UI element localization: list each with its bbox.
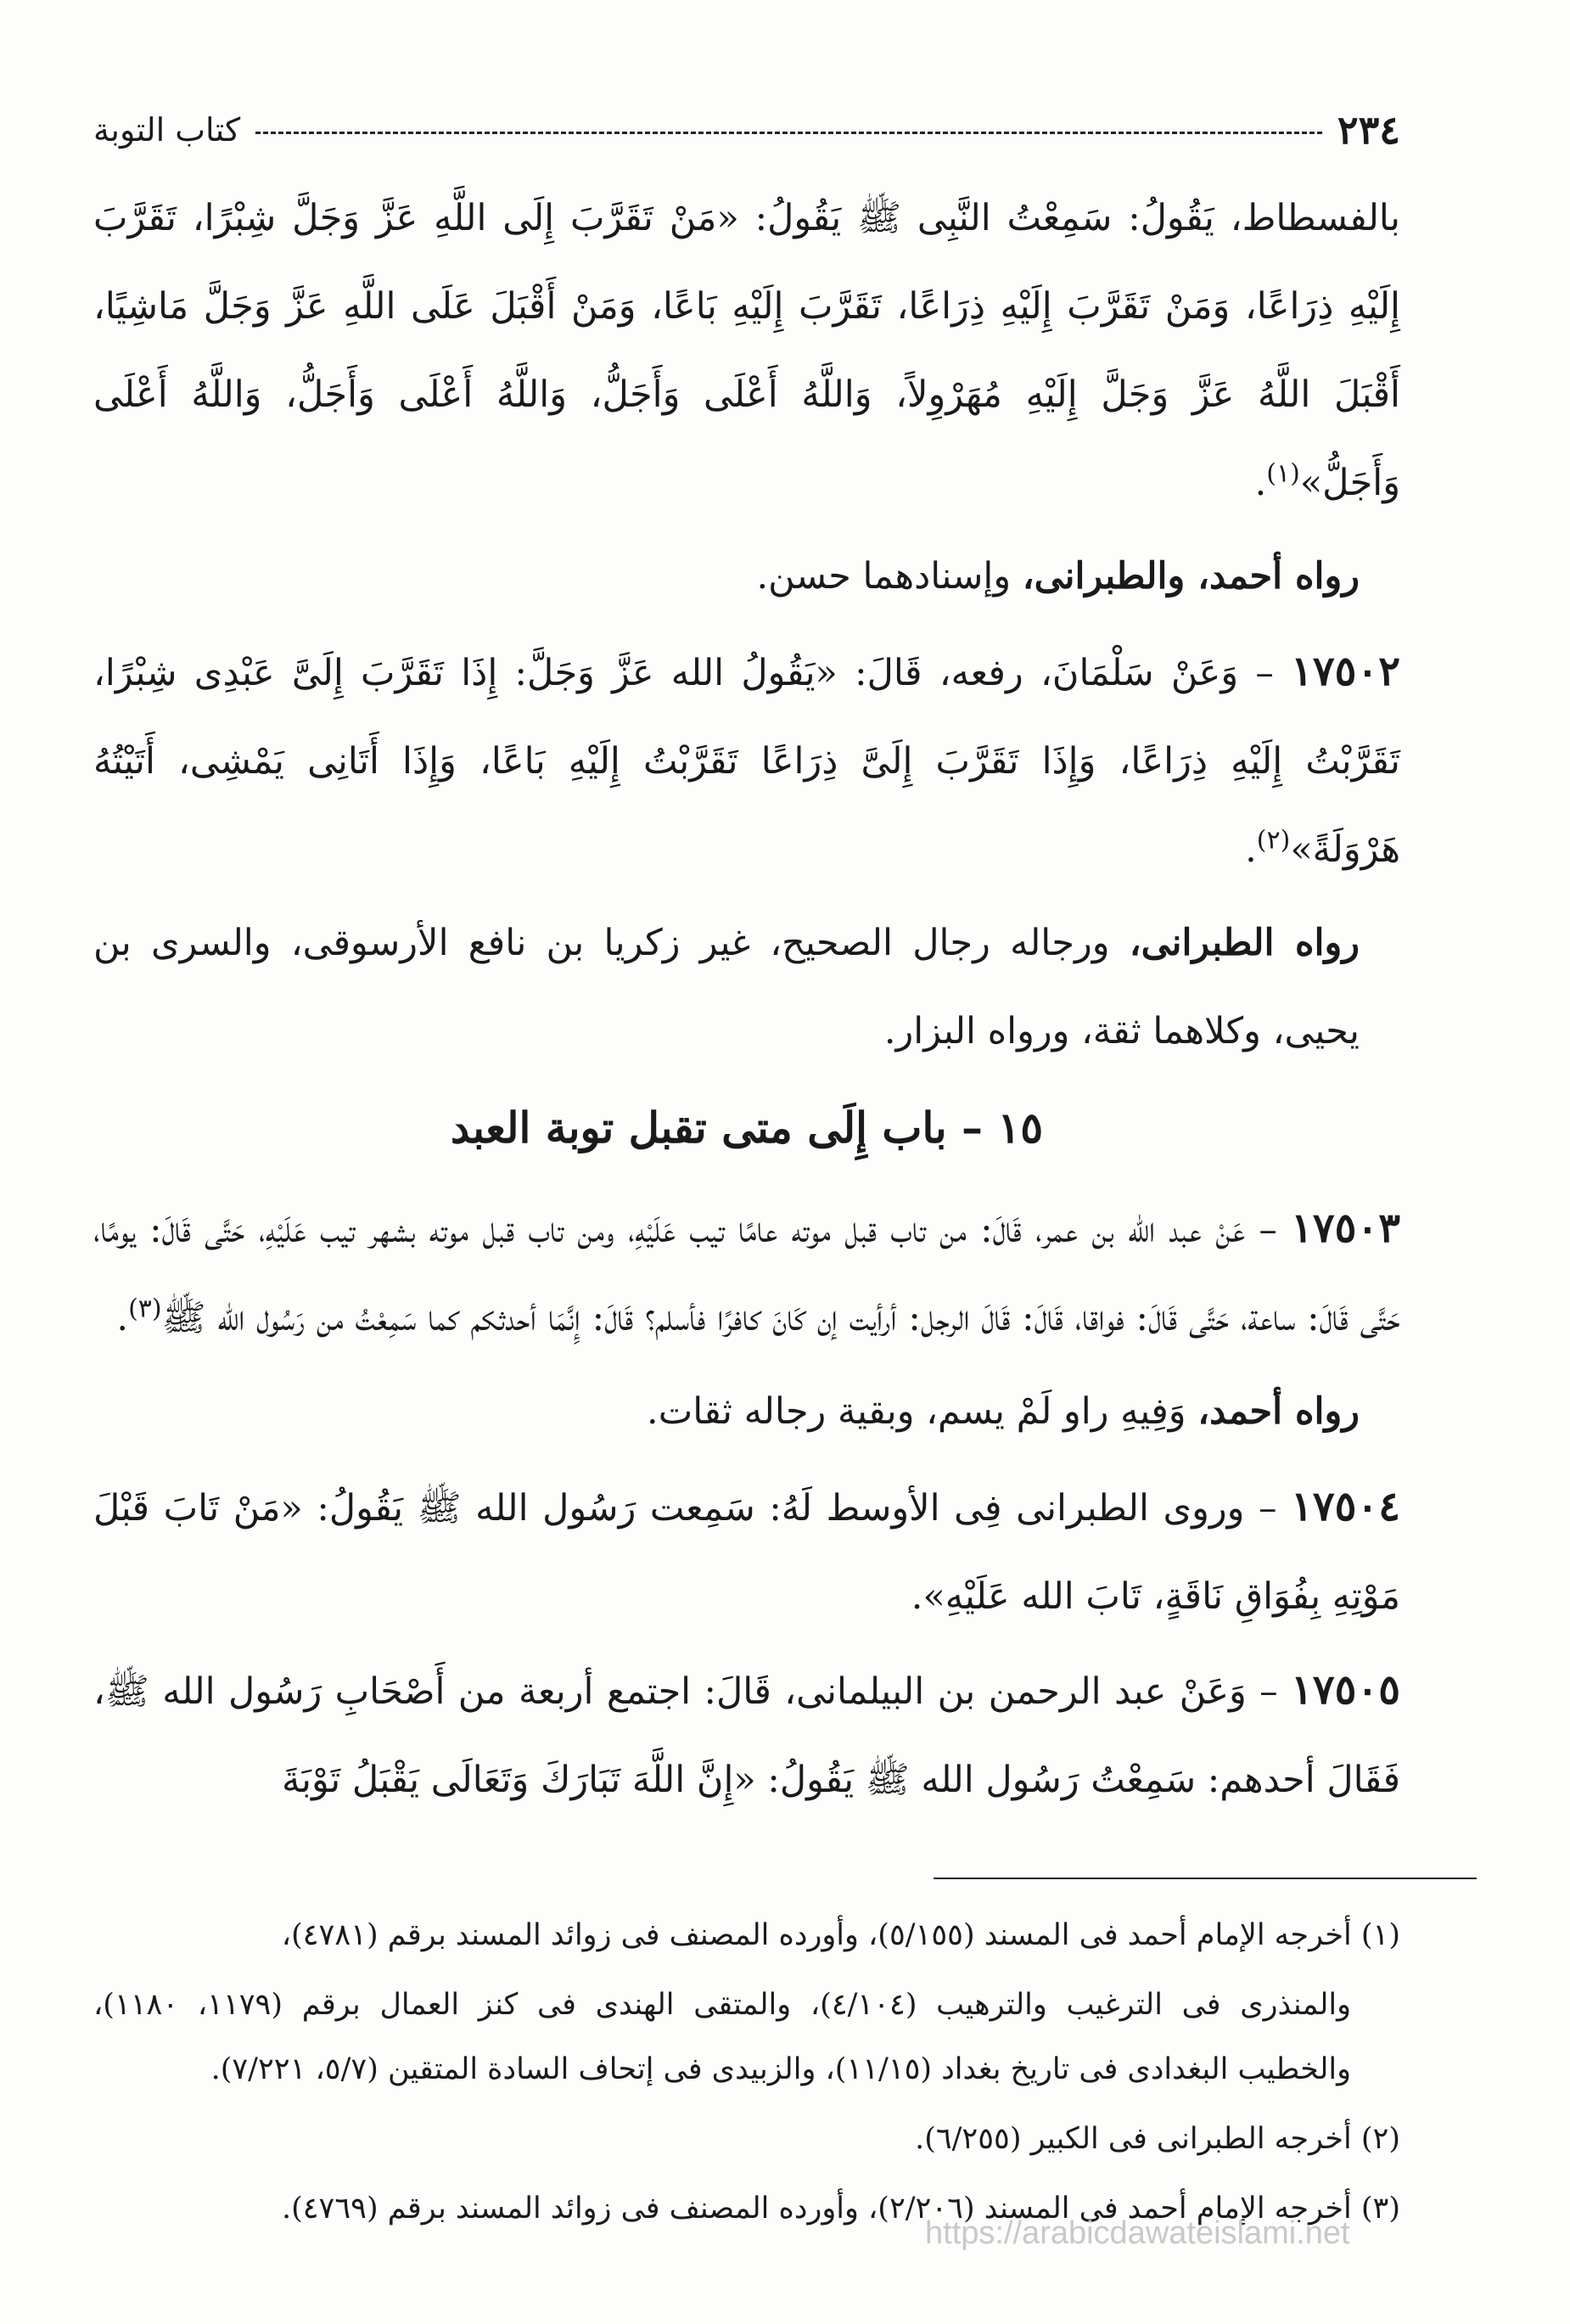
hadith-text: – وروى الطبرانى فِى الأوسط لَهُ: سَمِعت رَسُول الله ﷺ يَقُولُ: «مَنْ تَابَ قَبْلَ مَوْتِهِ بِفُوَاقِ نَاقَةٍ، تَابَ الله عَلَيْهِ».: [93, 1487, 1400, 1618]
chapter-heading: ١٥ – باب إِلَى متى تقبل توبة العبد: [450, 1103, 1044, 1153]
hadith-text: – وَعَنْ عبد الرحمن بن البيلمانى، قَالَ: اجتمع أربعة من أَصْحَابِ رَسُول الله ﷺ، فَقَالَ أحدهم: سَمِعْتُ رَسُول الله ﷺ يَقُولُ: «إِنَّ اللَّهَ تَبَارَكَ وَتَعَالَى يَقْبَلُ تَوْبَةَ: [93, 1670, 1400, 1801]
hadith-17504: [93, 1462, 1400, 1641]
footnote-text: والمنذرى فى الترغيب والترهيب (٤/١٠٤)، والمتقى الهندى فى كنز العمال برقم (١١٧٩، ١١٨٠)، والخطيب البغدادى فى تاريخ بغداد (١١/١٥)، والزبيدى فى إتحاف السادة المتقين (٥/٧، ٧/٢٢١).: [93, 1988, 1351, 2086]
narration-grade: وَفِيهِ راو لَمْ يسم، وبقية رجاله ثقات.: [647, 1390, 1198, 1433]
narrators: رواه أحمد،: [1197, 1390, 1360, 1433]
book-title: كتاب التوبة: [93, 111, 241, 149]
footnote-ref-2[interactable]: (٢): [1256, 825, 1291, 856]
main-text: [93, 174, 1400, 1829]
hadith-number: ١٧٥٠٢: [1291, 648, 1400, 695]
narrators: رواه الطبرانى،: [1129, 922, 1360, 964]
footnote-ref-1[interactable]: (١): [1266, 458, 1300, 489]
footnote-text: (٣) أخرجه الإمام أحمد فى المسند (٢/٢٠٦)، وأورده المصنف فى زوائد المسند برقم (٤٧٦٩).: [281, 2192, 1400, 2226]
narration-note: [93, 899, 1400, 1075]
footnote-ref-3[interactable]: (٣): [128, 1294, 162, 1324]
narration-grade: ورجاله رجال الصحيح، غير زكريا بن نافع الأرسوقى، والسرى بن يحيى، وكلاهما ثقة، ورواه البزار.: [93, 922, 1360, 1053]
footnote-1: [93, 1903, 1400, 1968]
hadith-17503: ١٧٥٠٣ – عَنْ عبد الله بن عمر، قَالَ: من تاب قبل موته عامًا تيب عَلَيْهِ، ومن تاب قبل موته بشهر تيب عَلَيْهِ، حَتَّى قَالَ: يومًا، حَتَّى قَالَ: ساعة، حَتَّى قَالَ: فواقا، قَالَ: قَالَ الرجل: أرأيت إن كَانَ كافرًا فأسلم؟ قَالَ: إِنَّمَا أحدثكم كما سَمِعْتُ من رَسُول الله ﷺ$^{(٣)}$.: [93, 1204, 1400, 1339]
hadith-number: ١٧٥٠٣: [1291, 1204, 1400, 1252]
page-number: ٢٣٤: [1337, 107, 1400, 153]
paragraph-text: بالفسطاط، يَقُولُ: سَمِعْتُ النَّبِى ﷺ يَقُولُ: «مَنْ تَقَرَّبَ إِلَى اللَّهِ عَزَّ وَجَلَّ شِبْرًا، تَقَرَّبَ إِلَيْهِ ذِرَاعًا، وَمَنْ تَقَرَّبَ إِلَيْهِ ذِرَاعًا، تَقَرَّبَ إِلَيْهِ بَاعًا، وَمَنْ أَقْبَلَ عَلَى اللَّهِ عَزَّ وَجَلَّ مَاشِيًا، أَقْبَلَ اللَّهُ عَزَّ وَجَلَّ إِلَيْهِ مُهَرْوِلاً، وَاللَّهُ أَعْلَى وَأَجَلُّ، وَاللَّهُ أَعْلَى وَأَجَلُّ، وَاللَّهُ أَعْلَى وَأَجَلُّ»: [93, 197, 1400, 504]
narration-note: [93, 1367, 1400, 1456]
running-header: [93, 100, 1400, 160]
footnote-text: (١) أخرجه الإمام أحمد فى المسند (٥/١٥٥)، وأورده المصنف فى زوائد المسند برقم (٤٧٨١)،: [281, 1918, 1400, 1952]
footnote-separator: [934, 1878, 1477, 1879]
hadith-text: – عَنْ عبد الله بن عمر، قَالَ: من تاب قبل موته عامًا تيب عَلَيْهِ، ومن تاب قبل موته بشهر تيب عَلَيْهِ، حَتَّى قَالَ: يومًا، حَتَّى قَالَ: ساعة، حَتَّى قَالَ: فواقا، قَالَ: قَالَ الرجل: أرأيت إن كَانَ كافرًا فأسلم؟ قَالَ: إِنَّمَا أحدثكم كما سَمِعْتُ من رَسُول الله ﷺ: [93, 1209, 1400, 1339]
header-rule: [255, 132, 1322, 134]
narration-grade: وإسنادهما حسن.: [756, 555, 1023, 598]
footnote-1-continued: [93, 1973, 1400, 2102]
hadith-17505: [93, 1646, 1400, 1824]
hadith-number: ١٧٥٠٥: [1291, 1666, 1400, 1714]
footnote-text: (٢) أخرجه الطبرانى فى الكبير (٦/٢٥٥).: [915, 2122, 1400, 2156]
hadith-17502: ١٧٥٠٢ – وَعَنْ سَلْمَانَ، رفعه، قَالَ: «يَقُولُ الله عَزَّ وَجَلَّ: إِذَا تَقَرَّبَ إِلَىَّ عَبْدِى شِبْرًا، تَقَرَّبْتُ إِلَيْهِ ذِرَاعًا، وَإِذَا تَقَرَّبَ إِلَىَّ ذِرَاعًا تَقَرَّبْتُ إِلَيْهِ بَاعًا، وَإِذَا أَتَانِى يَمْشِى، أَتَيْتُهُ هَرْوَلَةً»$^{(٢)}$.: [93, 648, 1400, 871]
hadith-text: – وَعَنْ سَلْمَانَ، رفعه، قَالَ: «يَقُولُ الله عَزَّ وَجَلَّ: إِذَا تَقَرَّبَ إِلَىَّ عَبْدِى شِبْرًا، تَقَرَّبْتُ إِلَيْهِ ذِرَاعًا، وَإِذَا تَقَرَّبَ إِلَىَّ ذِرَاعًا تَقَرَّبْتُ إِلَيْهِ بَاعًا، وَإِذَا أَتَانِى يَمْشِى، أَتَيْتُهُ هَرْوَلَةً»: [93, 652, 1400, 871]
hadith-number: ١٧٥٠٤: [1291, 1483, 1400, 1530]
watermark-url: https://arabicdawateislami.net: [925, 2215, 1350, 2251]
narration-note: [93, 532, 1400, 620]
footnotes: [93, 1903, 1400, 2246]
footnote-2: [93, 2107, 1400, 2171]
narrators: رواه أحمد، والطبرانى،: [1022, 555, 1360, 598]
paragraph-continuation: بالفسطاط، يَقُولُ: سَمِعْتُ النَّبِى ﷺ يَقُولُ: «مَنْ تَقَرَّبَ إِلَى اللَّهِ عَزَّ وَجَلَّ شِبْرًا، تَقَرَّبَ إِلَيْهِ ذِرَاعًا، وَمَنْ تَقَرَّبَ إِلَيْهِ ذِرَاعًا، تَقَرَّبَ إِلَيْهِ بَاعًا، وَمَنْ أَقْبَلَ عَلَى اللَّهِ عَزَّ وَجَلَّ مَاشِيًا، أَقْبَلَ اللَّهُ عَزَّ وَجَلَّ إِلَيْهِ مُهَرْوِلاً، وَاللَّهُ أَعْلَى وَأَجَلُّ، وَاللَّهُ أَعْلَى وَأَجَلُّ، وَاللَّهُ أَعْلَى وَأَجَلُّ»$^{(١)}$.: [93, 197, 1400, 504]
